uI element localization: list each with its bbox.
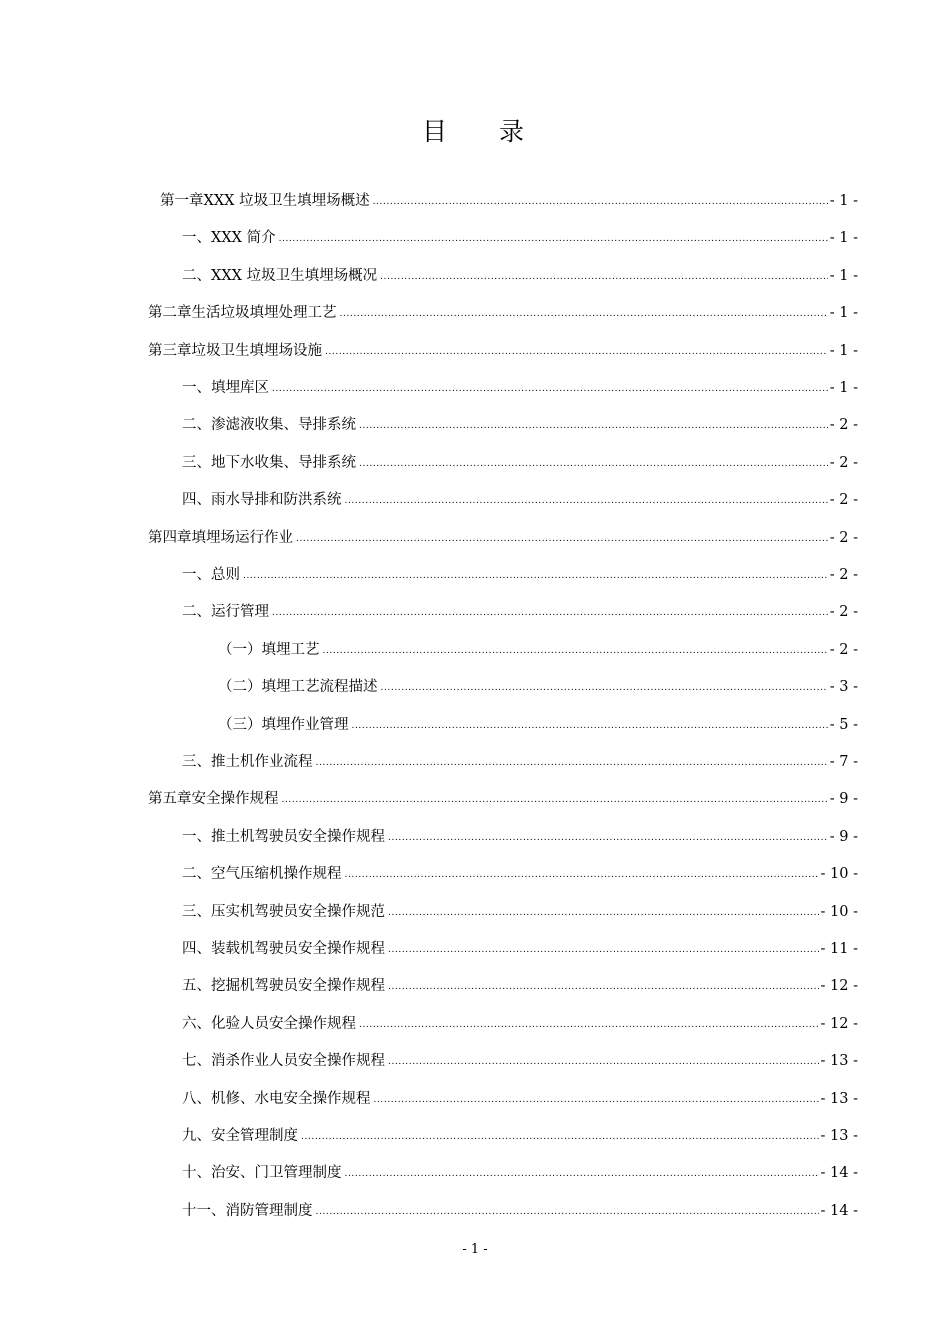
toc-entry-label: （三）填埋作业管理 [218, 716, 349, 733]
page-title [0, 112, 950, 148]
toc-entry-page: - 13 - [820, 1128, 858, 1144]
toc-entry-number: 二、 [182, 267, 211, 284]
toc-entry-page: - 3 - [829, 679, 858, 696]
dot-leader [388, 900, 819, 924]
toc-entry-page: - 2 - [829, 604, 858, 621]
toc-entry-number: 第四章 [148, 529, 192, 546]
toc-entry[interactable] [182, 265, 858, 287]
dot-leader [316, 1199, 819, 1223]
toc-entry-page: - 11 - [820, 941, 858, 957]
toc-entry-number: 第五章 [148, 791, 192, 808]
toc-entry[interactable] [182, 452, 858, 474]
dot-leader [388, 974, 819, 998]
toc-entry-page: - 9 - [829, 791, 858, 808]
toc-entry-page: - 14 - [820, 1165, 858, 1182]
toc-entry[interactable] [182, 826, 858, 848]
toc-entry[interactable] [182, 1125, 858, 1147]
toc-entry[interactable] [182, 564, 858, 586]
toc-entry-label: 一、总则 [182, 567, 240, 583]
dot-leader [325, 339, 828, 363]
toc-entry[interactable] [182, 938, 858, 960]
toc-entry-page: - 10 - [820, 866, 858, 883]
toc-entry-page: - 9 - [829, 828, 858, 845]
dot-leader [381, 675, 828, 699]
toc-entry-label: 四、装载机驾驶员安全操作规程 [182, 941, 385, 957]
dot-leader [282, 787, 828, 811]
toc-entry-page: - 1 - [829, 305, 858, 322]
toc-entry[interactable] [218, 639, 858, 661]
toc-entry-number: 第一章 [160, 193, 204, 209]
toc-entry[interactable] [148, 527, 858, 549]
toc-entry-page: - 1 - [829, 267, 858, 284]
toc-entry-label: 七、消杀作业人员安全操作规程 [182, 1053, 385, 1070]
toc-entry-number: 一、 [182, 230, 211, 247]
dot-leader [243, 563, 828, 587]
dot-leader [345, 488, 828, 512]
toc-entry-label: 渗滤液收集、导排系统 [211, 417, 356, 434]
toc-entry-number: 第二章 [148, 305, 192, 322]
toc-entry-number: 第三章 [148, 342, 192, 359]
dot-leader [359, 451, 828, 475]
toc-entry[interactable] [218, 714, 858, 736]
toc-entry[interactable] [148, 788, 858, 810]
dot-leader [388, 1049, 819, 1073]
dot-leader [272, 376, 828, 400]
toc-entry-label: （二）填埋工艺流程描述 [218, 679, 378, 696]
dot-leader [388, 937, 819, 961]
toc-entry[interactable] [182, 489, 858, 511]
toc-entry[interactable] [148, 340, 858, 362]
toc-entry-label: 生活垃圾填埋处理工艺 [191, 305, 337, 322]
toc-entry-page: - 2 - [829, 641, 858, 658]
toc-entry[interactable] [182, 601, 858, 623]
dot-leader [345, 1161, 819, 1185]
dot-leader [279, 226, 828, 250]
toc-entry-label: 十、治安、门卫管理制度 [182, 1165, 342, 1182]
toc-entry-page: - 1 - [829, 193, 858, 209]
toc-entry-label: 垃圾卫生填埋场设施 [191, 342, 322, 359]
dot-leader [388, 825, 828, 849]
toc-entry-page: - 12 - [820, 1015, 858, 1032]
toc-entry-label: 一、推土机驾驶员安全操作规程 [182, 828, 385, 845]
toc-entry-page: - 12 - [820, 978, 858, 995]
toc-entry-label: 填埋场运行作业 [191, 529, 293, 546]
toc-entry[interactable] [182, 1162, 858, 1184]
toc-entry-label: 安全操作规程 [191, 791, 279, 808]
toc-entry[interactable] [182, 414, 858, 436]
dot-leader [316, 750, 828, 774]
toc-entry-label: XXX 垃圾卫生填埋场概述 [203, 193, 370, 209]
toc-entry[interactable] [182, 863, 858, 885]
toc-entry[interactable] [182, 227, 858, 249]
toc-entry-page: - 1 - [829, 342, 858, 359]
toc-entry-label: 雨水导排和防洪系统 [211, 492, 342, 509]
dot-leader [301, 1124, 819, 1148]
toc-entry-label: 二、运行管理 [182, 604, 269, 621]
toc-entry-label: 二、空气压缩机操作规程 [182, 866, 342, 883]
toc-entry-label: 十一、消防管理制度 [182, 1202, 313, 1219]
dot-leader [373, 189, 828, 213]
dot-leader [380, 264, 828, 288]
toc-entry[interactable] [182, 751, 858, 773]
toc-entry-page: - 2 - [829, 529, 858, 546]
toc-entry-label: 九、安全管理制度 [182, 1128, 298, 1144]
toc-entry[interactable] [182, 1050, 858, 1072]
toc-entry-page: - 5 - [829, 716, 858, 733]
title-char-1: 目 [421, 117, 451, 146]
toc-entry[interactable] [182, 1088, 858, 1110]
toc-entry-page: - 2 - [829, 454, 858, 471]
dot-leader [359, 1012, 819, 1036]
toc-entry-page: - 2 - [829, 567, 858, 583]
toc-entry[interactable] [148, 302, 858, 324]
toc-entry-label: XXX 简介 [211, 230, 276, 247]
toc-entry-label: 五、挖掘机驾驶员安全操作规程 [182, 978, 385, 995]
page-number-footer: - 1 - [462, 1242, 488, 1257]
toc-entry-page: - 2 - [829, 417, 858, 434]
dot-leader [272, 600, 828, 624]
dot-leader [340, 301, 828, 325]
toc-entry-number: 二、 [182, 417, 211, 434]
toc-entry-label: XXX 垃圾卫生填埋场概况 [211, 267, 378, 284]
toc-entry-number: 一、 [182, 380, 211, 396]
toc-entry-page: - 10 - [820, 903, 858, 920]
toc-entry-number: 三、 [182, 454, 211, 471]
toc-entry-label: 填埋库区 [211, 380, 269, 396]
dot-leader [323, 638, 828, 662]
toc-entry-page: - 13 - [820, 1090, 858, 1107]
toc-entry-label: 地下水收集、导排系统 [211, 454, 356, 471]
dot-leader [345, 862, 819, 886]
toc-entry-page: - 7 - [829, 754, 858, 770]
title-char-2: 录 [499, 117, 529, 146]
dot-leader [374, 1087, 819, 1111]
toc-entry[interactable] [182, 901, 858, 923]
toc-entry-page: - 13 - [820, 1053, 858, 1070]
toc-entry-page: - 14 - [820, 1202, 858, 1219]
toc-entry-page: - 1 - [829, 380, 858, 396]
toc-entry-label: 六、化验人员安全操作规程 [182, 1015, 356, 1032]
toc-entry-label: （一）填埋工艺 [218, 641, 320, 658]
toc-entry-label: 三、推土机作业流程 [182, 754, 313, 770]
toc-entry[interactable] [182, 1200, 858, 1222]
toc-entry[interactable] [160, 190, 858, 212]
toc-entry-page: - 2 - [829, 492, 858, 509]
toc-entry[interactable] [182, 975, 858, 997]
toc-entry-label: 三、压实机驾驶员安全操作规范 [182, 903, 385, 920]
dot-leader [352, 713, 828, 737]
toc-entry-number: 四、 [182, 492, 211, 509]
toc-entry-page: - 1 - [829, 230, 858, 247]
toc-entry[interactable] [182, 1013, 858, 1035]
toc-entry[interactable] [218, 676, 858, 698]
toc-entry-label: 八、机修、水电安全操作规程 [182, 1090, 371, 1107]
dot-leader [359, 413, 828, 437]
toc-entry[interactable] [182, 377, 858, 399]
dot-leader [296, 526, 828, 550]
